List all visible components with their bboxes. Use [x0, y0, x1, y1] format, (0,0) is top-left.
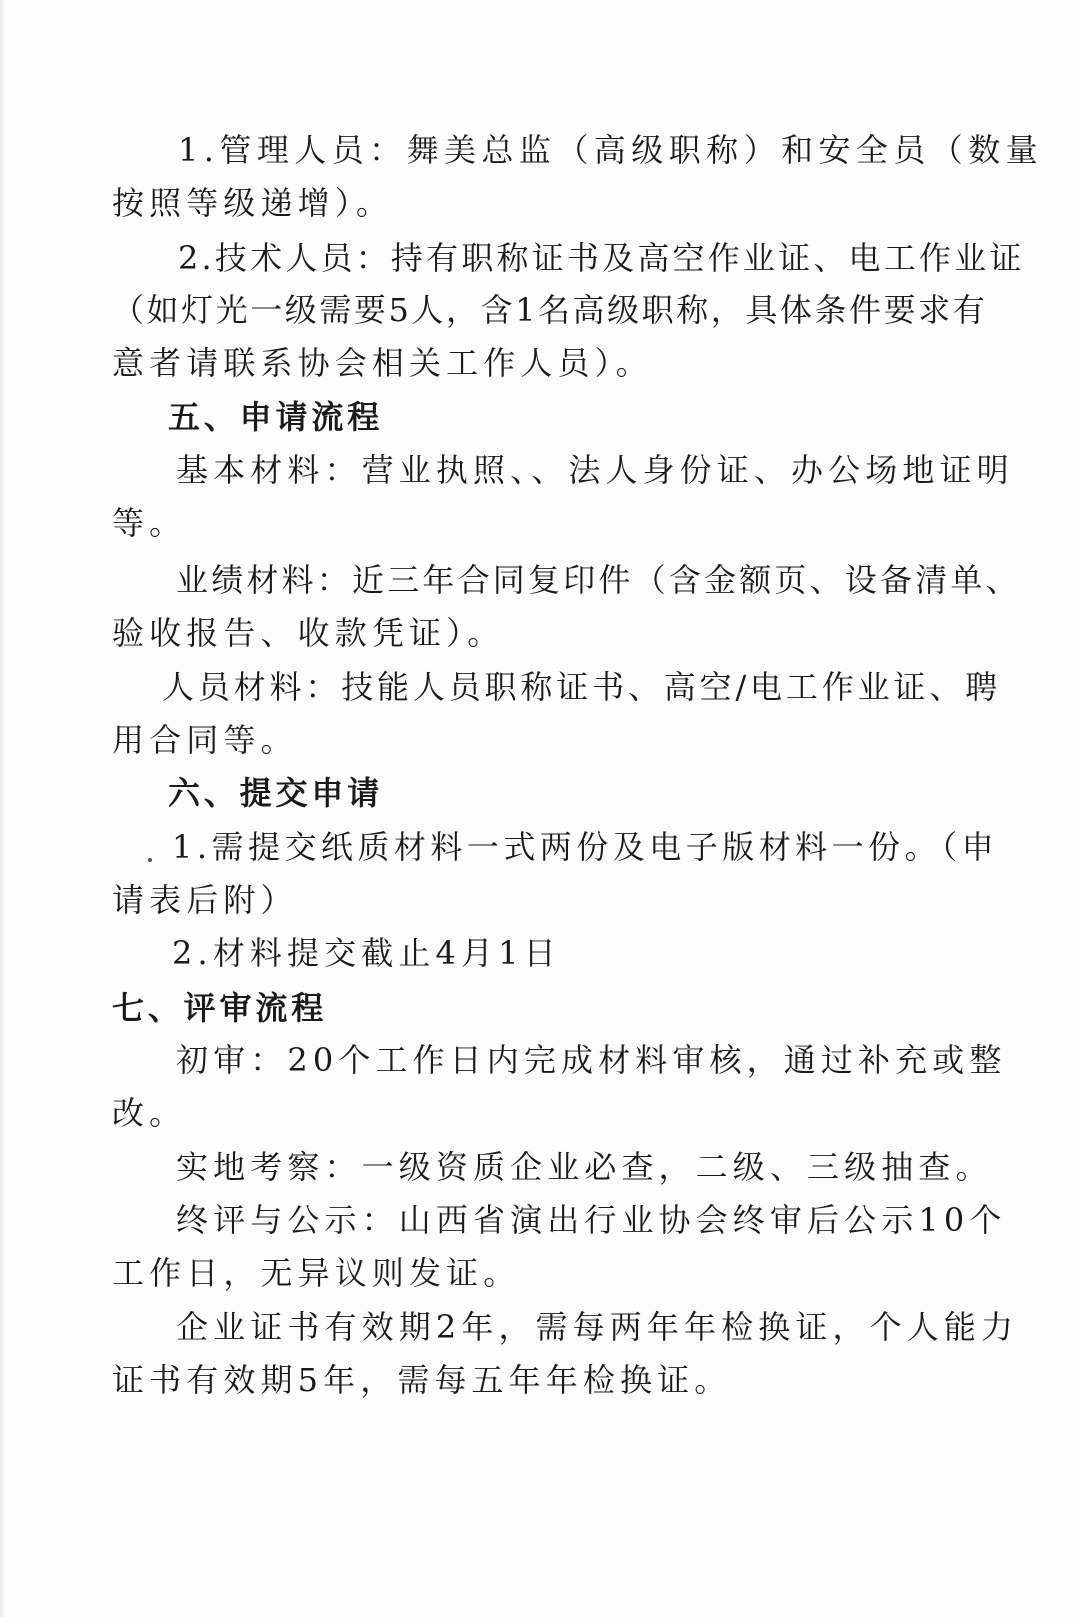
- text-line-technical-staff-cont2: 意者请联系协会相关工作人员）。: [112, 344, 653, 382]
- text-line-initial-review: 初审：20个工作日内完成材料审核，通过补充或整: [176, 1041, 1007, 1079]
- scan-speck: [148, 858, 152, 862]
- text-line-performance-materials: 业绩材料：近三年合同复印件（含金额页、设备清单、: [176, 561, 1021, 599]
- text-line-certificate-validity: 企业证书有效期2年，需每两年年检换证，个人能力: [176, 1308, 1019, 1346]
- section-heading-application-process: 五、申请流程: [168, 398, 384, 436]
- text-line-personnel-materials-cont: 用合同等。: [112, 721, 298, 759]
- text-line-personnel-materials: 人员材料：技能人员职称证书、高空/电工作业证、聘: [162, 668, 1001, 706]
- page-edge-shadow: [0, 0, 6, 1617]
- text-line-certificate-validity-cont: 证书有效期5年，需每五年年检换证。: [112, 1361, 732, 1399]
- section-heading-submit-application: 六、提交申请: [168, 774, 384, 812]
- text-line-technical-staff: 2.技术人员：持有职称证书及高空作业证、电工作业证: [178, 239, 1025, 277]
- text-line-submission-copies-cont: 请表后附）: [112, 881, 298, 919]
- text-line-technical-staff-cont: （如灯光一级需要5人，含1名高级职称，具体条件要求有: [112, 291, 988, 329]
- text-line-submission-deadline: 2.材料提交截止4月1日: [172, 934, 561, 972]
- section-heading-review-process: 七、评审流程: [112, 989, 328, 1027]
- text-line-initial-review-cont: 改。: [112, 1094, 187, 1132]
- text-line-basic-materials: 基本材料：营业执照、、法人身份证、办公场地证明: [176, 451, 1014, 489]
- text-line-submission-copies: 1.需提交纸质材料一式两份及电子版材料一份。（申: [172, 828, 999, 866]
- text-line-final-review: 终评与公示：山西省演出行业协会终审后公示10个: [176, 1201, 1007, 1239]
- text-line-management-staff: 1.管理人员：舞美总监（高级职称）和安全员（数量: [178, 131, 1044, 169]
- text-line-final-review-cont: 工作日，无异议则发证。: [112, 1254, 521, 1292]
- text-line-basic-materials-cont: 等。: [112, 504, 187, 542]
- text-line-performance-materials-cont: 验收报告、收款凭证）。: [112, 614, 505, 652]
- text-line-site-inspection: 实地考察：一级资质企业必查，二级、三级抽查。: [176, 1148, 993, 1186]
- text-line-management-staff-cont: 按照等级递增）。: [112, 184, 393, 222]
